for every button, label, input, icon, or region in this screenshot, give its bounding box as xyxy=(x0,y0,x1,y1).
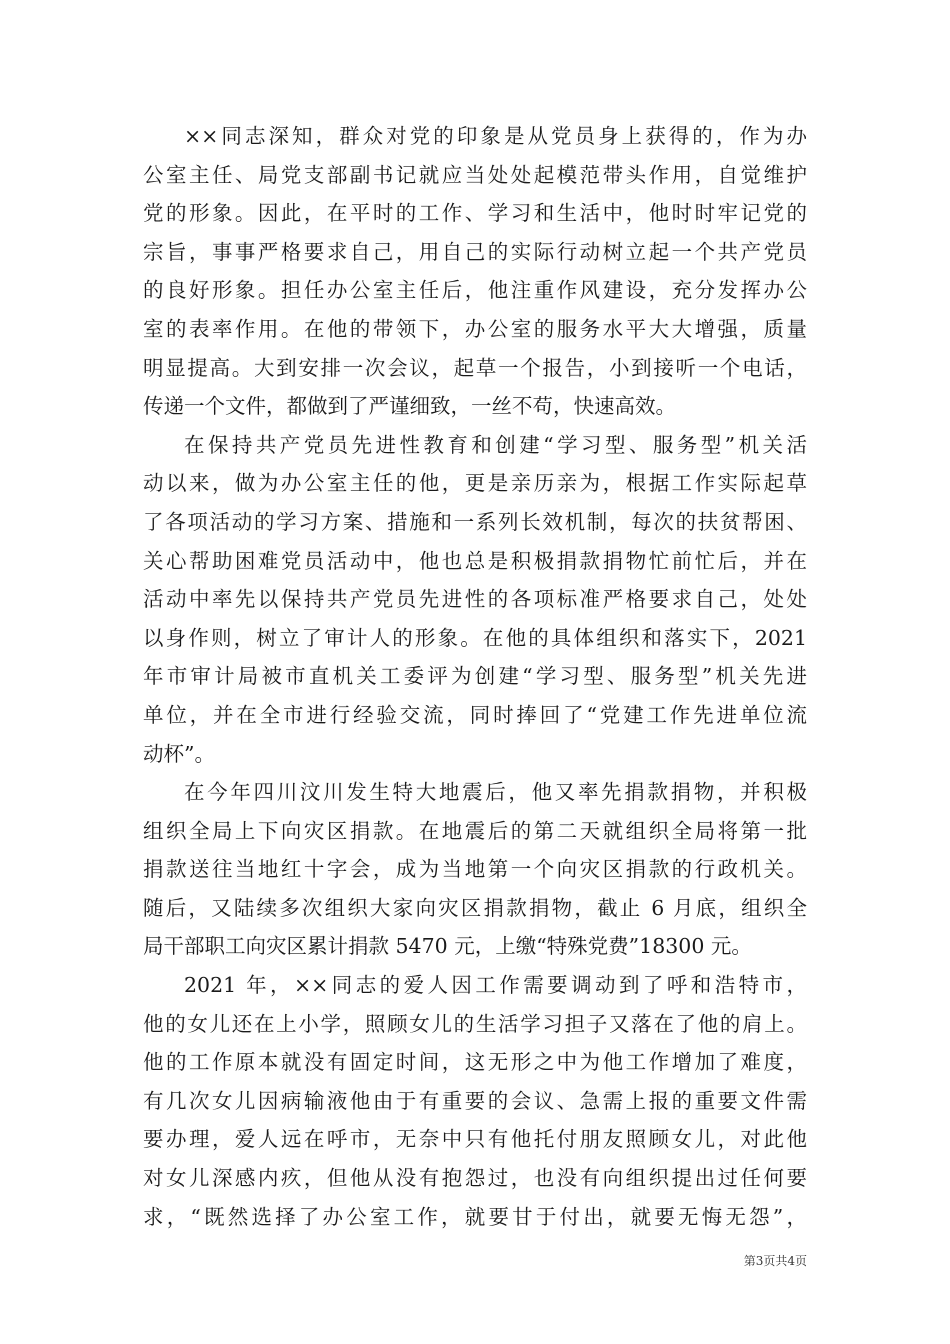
text-line: 组织全局上下向灾区捐款。在地震后的第二天就组织全局将第一批 xyxy=(143,818,807,843)
text-line: 随后，又陆续多次组织大家向灾区捐款捐物，截止 6 月底，组织全 xyxy=(143,895,807,920)
text-line: 局干部职工向灾区累计捐款 5470 元，上缴“特殊党费”18300 元。 xyxy=(143,934,752,959)
text-line: 明显提高。大到安排一次会议，起草一个报告，小到接听一个电话， xyxy=(143,355,807,380)
text-line: 要办理，爱人远在呼市，无奈中只有他托付朋友照顾女儿，对此他 xyxy=(143,1127,807,1152)
text-line: 在保持共产党员先进性教育和创建“学习型、服务型”机关活 xyxy=(184,432,807,457)
text-line: 以身作则，树立了审计人的形象。在他的具体组织和落实下，2021 xyxy=(143,625,807,650)
text-line: 宗旨，事事严格要求自己，用自己的实际行动树立起一个共产党员 xyxy=(143,239,807,264)
text-line: 在今年四川汶川发生特大地震后，他又率先捐款捐物，并积极 xyxy=(184,780,807,805)
text-line: 动以来，做为办公室主任的他，更是亲历亲为，根据工作实际起草 xyxy=(143,471,807,496)
text-line: 年市审计局被市直机关工委评为创建“学习型、服务型”机关先进 xyxy=(143,664,807,689)
text-line: 传递一个文件，都做到了严谨细致，一丝不苟，快速高效。 xyxy=(143,394,676,419)
text-line: 活动中率先以保持共产党员先进性的各项标准严格要求自己，处处 xyxy=(143,587,807,612)
text-line: 有几次女儿因病输液他由于有重要的会议、急需上报的重要文件需 xyxy=(143,1088,807,1113)
paragraph-1 xyxy=(143,117,807,426)
text-line: 求，“既然选择了办公室工作，就要甘于付出，就要无悔无怨”， xyxy=(143,1204,807,1229)
body-text xyxy=(143,117,807,1236)
text-line: 了各项活动的学习方案、措施和一系列长效机制，每次的扶贫帮困、 xyxy=(143,509,807,534)
text-line: 党的形象。因此，在平时的工作、学习和生活中，他时时牢记党的 xyxy=(143,201,807,226)
text-line: 对女儿深感内疚，但他从没有抱怨过，也没有向组织提出过任何要 xyxy=(143,1166,807,1191)
text-line: 捐款送往当地红十字会，成为当地第一个向灾区捐款的行政机关。 xyxy=(143,857,807,882)
text-line: 单位，并在全市进行经验交流，同时捧回了“党建工作先进单位流 xyxy=(143,702,807,727)
text-line: 他的工作原本就没有固定时间，这无形之中为他工作增加了难度， xyxy=(143,1050,807,1075)
text-line: 公室主任、局党支部副书记就应当处处起模范带头作用，自觉维护 xyxy=(143,162,807,187)
text-line: 室的表率作用。在他的带领下，办公室的服务水平大大增强，质量 xyxy=(143,316,807,341)
text-line: 的良好形象。担任办公室主任后，他注重作风建设，充分发挥办公 xyxy=(143,278,807,303)
text-line: 他的女儿还在上小学，照顾女儿的生活学习担子又落在了他的肩上。 xyxy=(143,1011,807,1036)
text-line: 关心帮助困难党员活动中，他也总是积极捐款捐物忙前忙后，并在 xyxy=(143,548,807,573)
paragraph-3 xyxy=(143,773,807,966)
text-line: ××同志深知，群众对党的印象是从党员身上获得的，作为办 xyxy=(184,124,807,148)
page-number: 第3页共4页 xyxy=(743,1254,807,1268)
text-line: 2021 年，××同志的爱人因工作需要调动到了呼和浩特市， xyxy=(184,973,807,998)
paragraph-4 xyxy=(143,966,807,1236)
text-line: 动杯”。 xyxy=(143,741,215,766)
paragraph-2 xyxy=(143,426,807,773)
